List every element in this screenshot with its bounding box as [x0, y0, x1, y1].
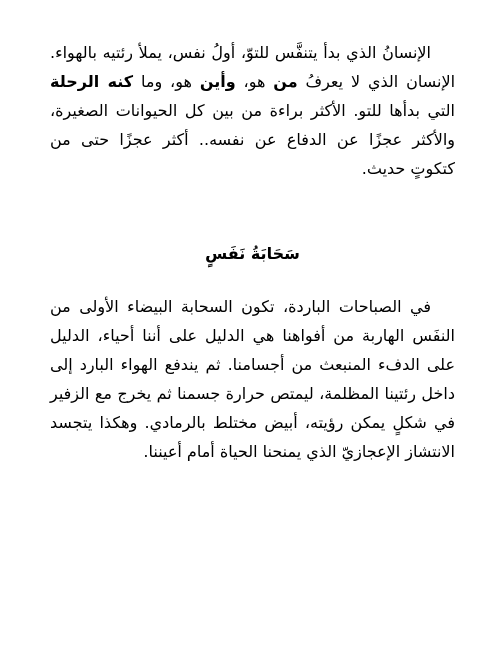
- section-heading: سَحَابَةُ نَفَسٍ: [205, 244, 300, 263]
- paragraph-1-text-2: هو،: [235, 72, 274, 91]
- paragraph-1-text-4: التي بدأها للتو. الأكثر براءة من بين كل الحيوانات الصغيرة، والأكثر عجزًا عن الدفاع عن نفسه.. أكثر عجزًا حتى من كتكوتٍ حديث.: [50, 101, 455, 178]
- page-content: [50, 38, 455, 466]
- paragraph-1-bold-journey: كنه الرحلة: [50, 72, 134, 91]
- paragraph-1-bold-where: وأين: [199, 72, 236, 91]
- paragraph-1-text-3: هو، وما: [133, 72, 200, 91]
- body-paragraph-2: في الصباحات الباردة، تكون السحابة البيضاء الأولى من النفَس الهاربة من أفواهنا هي الدليل على أننا أحياء، الدليل على الدفء المنبعث من أجسامنا. ثم يندفع الهواء البارد إلى داخل رئتينا المظلمة، ليمتص حرارة جسمنا ثم يخرج مع الزفير في شكلٍ يمكن رؤيته، أبيض مختلط بالرمادي. وهكذا يتجسد الانتشاز الإعجازيّ الذي يمنحنا الحياة أمام أعيننا.: [50, 297, 455, 461]
- body-paragraph-1: [50, 38, 455, 183]
- paragraph-1-text-1: الإنسانُ الذي بدأ يتنفَّس للتوّ، أولُ نفس، يملأ رئتيه بالهواء. الإنسان الذي لا يعرفُ: [50, 43, 456, 91]
- paragraph-1-bold-who: من: [273, 72, 298, 91]
